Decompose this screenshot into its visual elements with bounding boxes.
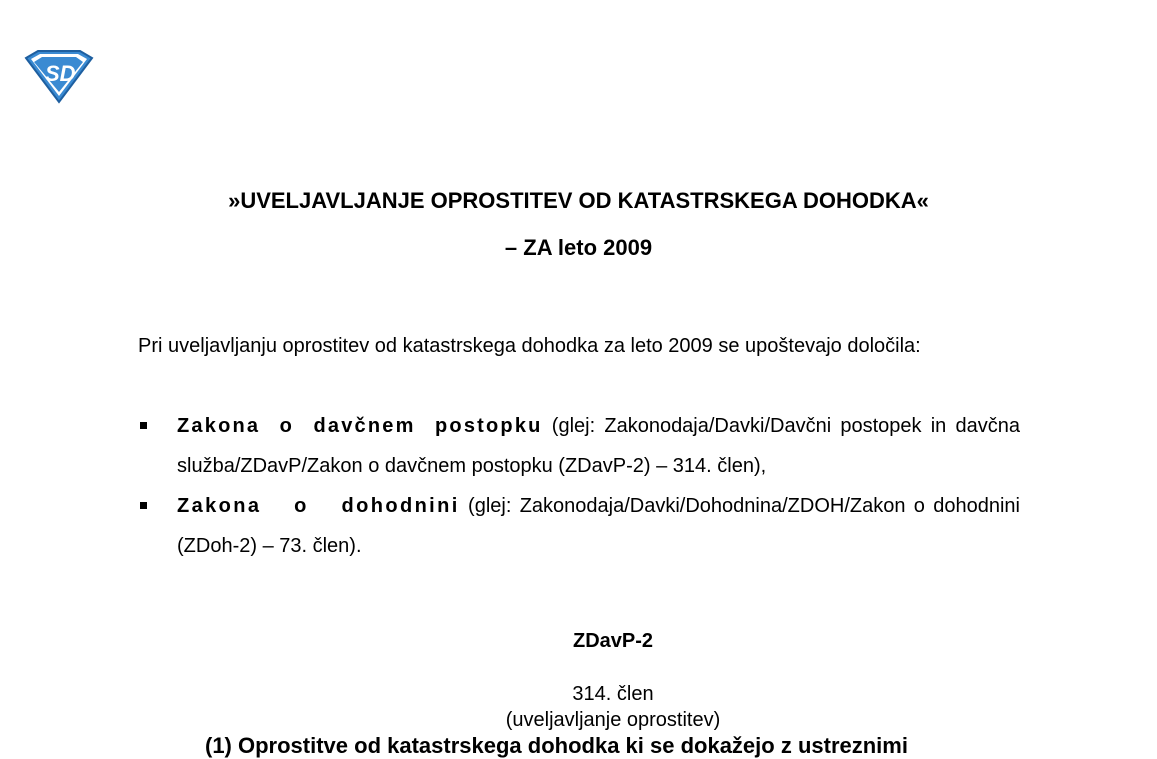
article-number: 314. člen (572, 683, 654, 705)
intro-paragraph: Pri uveljavljanju oprostitev od katastrskega dohodka za leto 2009 se upoštevajo določila: (138, 335, 921, 357)
logo-text: SD (45, 61, 76, 86)
list-item (138, 486, 1020, 566)
section-heading: ZDavP-2 (572, 630, 654, 652)
document-subtitle: – ZA leto 2009 (504, 235, 653, 260)
law-reference: (glej: Zakonodaja/Davki/Davčni postopek in davčna služba/ZDavP/Zakon o davčnem postopku (ZDavP-2) – 314. člen), (177, 415, 1020, 477)
document-title: »UVELJAVLJANJE OPROSTITEV OD KATASTRSKEGA DOHODKA« (228, 188, 929, 213)
law-reference: (glej: Zakonodaja/Davki/Dohodnina/ZDOH/Zakon o dohodnini (ZDoh-2) – 73. člen). (177, 495, 1020, 557)
square-bullet-icon (140, 422, 147, 429)
list-item (138, 406, 1020, 486)
article-subtitle: (uveljavljanje oprostitev) (505, 709, 721, 731)
law-name: Zakona o davčnem postopku (177, 415, 543, 437)
law-list (138, 406, 1020, 566)
square-bullet-icon (140, 502, 147, 509)
law-name: Zakona o dohodnini (177, 495, 460, 517)
article-paragraph-partial: (1) Oprostitve od katastrskega dohodka ki se dokažejo z ustreznimi (205, 733, 908, 758)
sd-shield-logo (22, 48, 96, 104)
